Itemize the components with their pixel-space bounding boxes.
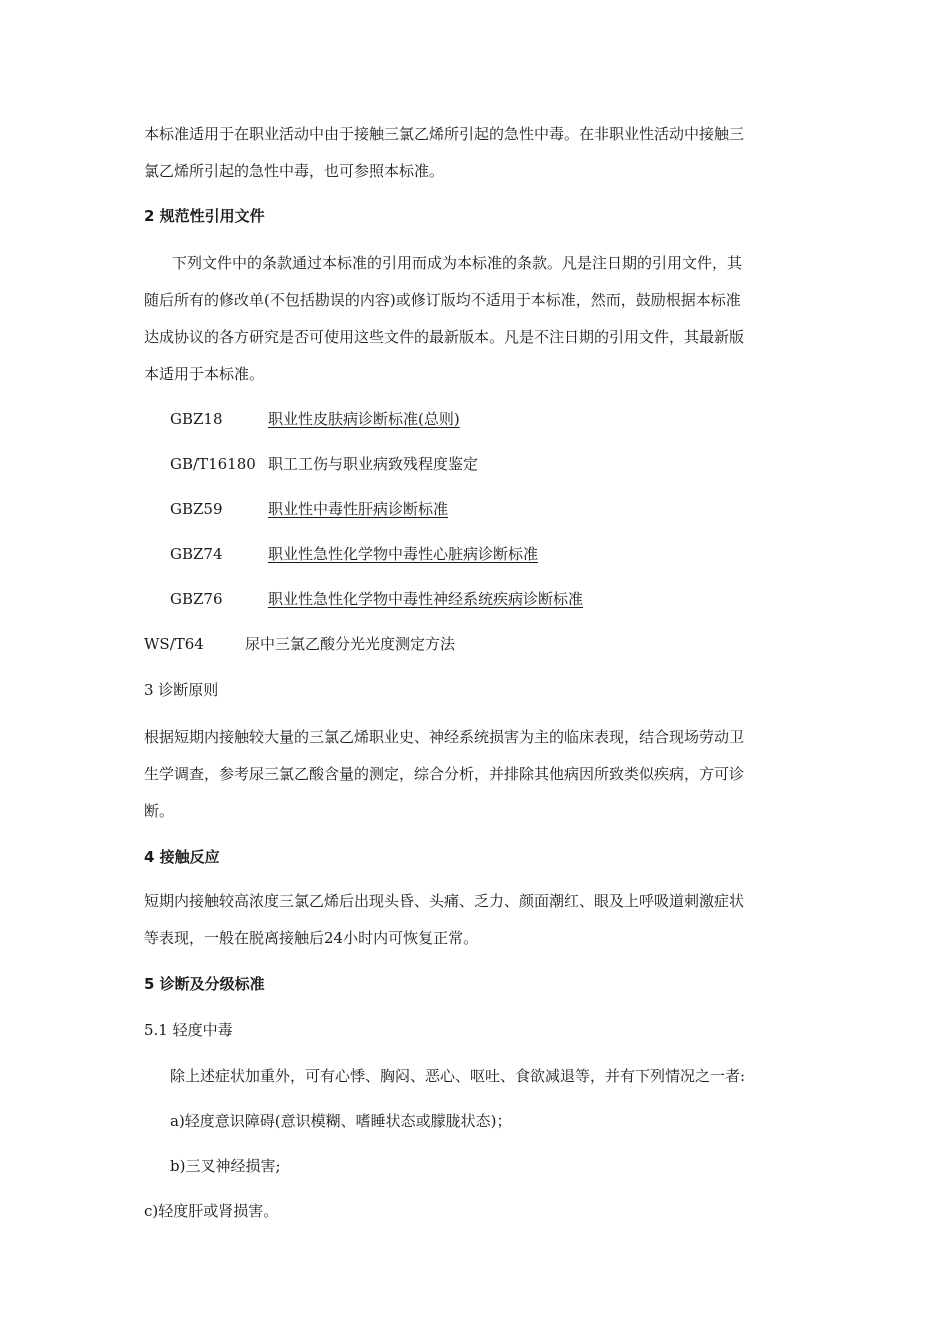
scope-line-1: 本标准适用于在职业活动中由于接触三氯乙烯所引起的急性中毒。在非职业性活动中接触三: [144, 125, 745, 143]
ref-code: GBZ18: [170, 410, 223, 428]
ref-title-wst64: 尿中三氯乙酸分光光度测定方法: [245, 635, 456, 653]
section-4-line-2: 等表现，一般在脱离接触后24小时内可恢复正常。: [144, 929, 479, 947]
section-5-heading: 5 诊断及分级标准: [144, 975, 265, 993]
ref-code: GBZ76: [170, 590, 223, 608]
ref-code: WS/T64: [144, 635, 204, 653]
section-3-line-2: 生学调查，参考尿三氯乙酸含量的测定，综合分析，并排除其他病因所致类似疾病，方可诊: [144, 765, 745, 783]
section-4-heading: 4 接触反应: [144, 848, 220, 866]
ref-code: GB/T16180: [170, 455, 256, 473]
ref-title-gbt16180: 职工工伤与职业病致残程度鉴定: [268, 455, 479, 473]
section-5-1-heading: 5.1 轻度中毒: [144, 1021, 233, 1039]
section-5-1-item-a: a)轻度意识障碍(意识模糊、嗜睡状态或朦胧状态)；: [170, 1112, 512, 1130]
ref-link-gbz18[interactable]: 职业性皮肤病诊断标准(总则): [268, 410, 460, 428]
section-5-1-item-b: b)三叉神经损害;: [170, 1157, 281, 1175]
section-2-para-line-1: 下列文件中的条款通过本标准的引用而成为本标准的条款。凡是注日期的引用文件，其: [172, 254, 743, 272]
section-3-line-3: 断。: [144, 802, 175, 820]
scope-line-2: 氯乙烯所引起的急性中毒，也可参照本标准。: [144, 162, 445, 180]
ref-code: GBZ74: [170, 545, 223, 563]
section-2-heading: 2 规范性引用文件: [144, 207, 265, 225]
ref-code: GBZ59: [170, 500, 223, 518]
section-2-para-line-4: 本适用于本标准。: [144, 365, 265, 383]
section-5-1-item-c: c)轻度肝或肾损害。: [144, 1202, 279, 1220]
ref-link-gbz74[interactable]: 职业性急性化学物中毒性心脏病诊断标准: [268, 545, 539, 563]
section-3-heading: 3 诊断原则: [144, 681, 219, 699]
section-5-1-intro: 除上述症状加重外，可有心悸、胸闷、恶心、呕吐、食欲减退等，并有下列情况之一者:: [170, 1067, 746, 1085]
section-3-line-1: 根据短期内接触较大量的三氯乙烯职业史、神经系统损害为主的临床表现，结合现场劳动卫: [144, 728, 745, 746]
section-2-para-line-2: 随后所有的修改单(不包括勘误的内容)或修订版均不适用于本标准，然而，鼓励根据本标准: [144, 291, 741, 309]
ref-link-gbz59[interactable]: 职业性中毒性肝病诊断标准: [268, 500, 449, 518]
ref-link-gbz76[interactable]: 职业性急性化学物中毒性神经系统疾病诊断标准: [268, 590, 584, 608]
section-2-para-line-3: 达成协议的各方研究是否可使用这些文件的最新版本。凡是不注日期的引用文件，其最新版: [144, 328, 745, 346]
section-4-line-1: 短期内接触较高浓度三氯乙烯后出现头昏、头痛、乏力、颜面潮红、眼及上呼吸道刺激症状: [144, 892, 745, 910]
